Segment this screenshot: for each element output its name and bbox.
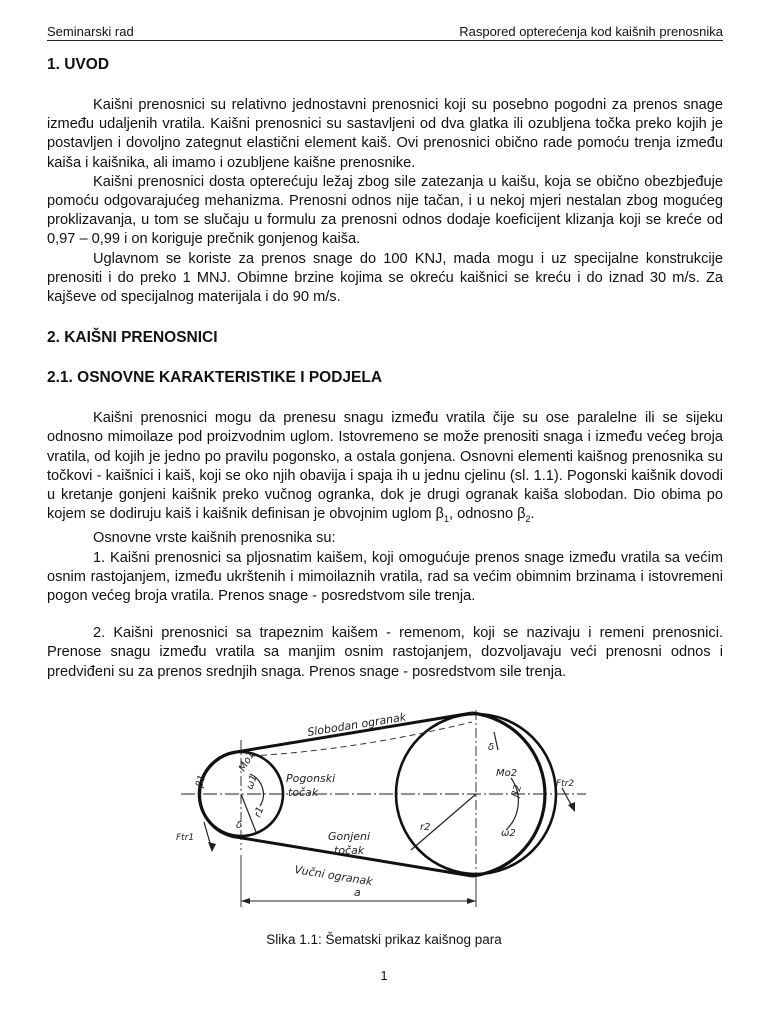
label-gonjeni-tocak: točak (334, 844, 365, 857)
label-mo1: Mo1 (237, 749, 258, 774)
page-number: 1 (380, 968, 388, 983)
label-ftr1: Ftr1 (176, 833, 195, 843)
section-2-1-title: 2.1. OSNOVNE KARAKTERISTIKE I PODJELA (47, 369, 383, 387)
belt-drive-figure (176, 710, 596, 915)
page-content (47, 52, 723, 682)
label-r2: r2 (420, 822, 431, 833)
delta-marker (494, 732, 498, 750)
section-2-title: 2. KAIŠNI PRENOSNICI (47, 329, 218, 347)
label-slobodan-ogranak: Slobodan ogranak (306, 710, 407, 739)
beta1-subscript: 1 (443, 514, 449, 525)
dimension-arrow-right (467, 898, 476, 904)
label-beta2: β2 (510, 783, 525, 799)
label-omega1: ω1 (244, 773, 260, 792)
label-gonjeni: Gonjeni (328, 830, 371, 843)
label-r1: r1 (252, 805, 267, 820)
uvod-paragraph-3: Uglavnom se koriste za prenos snage do 100 KNJ, mada mogu i uz specijalne konstrukcije prenositi i do preko 1 MNJ. Obimne brzine kojima se okreću kaišnici se kreću i do iznad 30 m/s. Za kajševe od specijalnog materijala i do 90 m/s. (47, 250, 723, 306)
dimension-arrow-left (241, 898, 250, 904)
label-omega2: ω2 (501, 828, 516, 839)
karakteristike-mid: , odnosno β (448, 506, 526, 523)
karakteristike-paragraph (47, 409, 723, 529)
figure-caption: Slika 1.1: Šematski prikaz kaišnog para (266, 932, 502, 947)
label-dimension-a: a (354, 886, 361, 899)
label-vucni-ogranak: Vučni ogranak (293, 863, 374, 889)
types-intro: Osnovne vrste kaišnih prenosnika su: (93, 530, 336, 547)
type-2-paragraph: 2. Kaišni prenosnici sa trapeznim kaišem - remenom, koji se nazivaju i remeni prenosnici. Prenose snagu između vratila sa manjim osnim rastojanjem, dozvoljavaju veći prenosni odnos i predviđeni su za prenos srednjih snaga. Prenos snage - posredstvom sile trenja. (47, 625, 723, 680)
label-pogonski: Pogonski (286, 772, 336, 785)
beta2-subscript: 2 (525, 514, 531, 525)
label-ftr2: Ftr2 (556, 779, 575, 789)
uvod-paragraph-1: Kaišni prenosnici su relativno jednostavni prenosnici koji su posebno pogodni za prenos snage između udaljenih vratila. Kaišni prenosnici su sastavljeni od dva glatka ili ozubljena točka preko kojih je postavljen i dovoljno zategnut elastični element kaiš. Ovi prenosnici obično rade pomoću trenja između kaiša i kaišnika, ali imamo i ozubljene kaišne prenosnike. (47, 97, 723, 171)
label-pogonski-tocak: točak (288, 786, 319, 799)
header-right: Raspored opterećenja kod kaišnih prenosnika (459, 24, 723, 39)
label-beta1: β1 (194, 773, 209, 789)
karakteristike-end: . (530, 506, 535, 523)
type-1-paragraph: 1. Kaišni prenosnici sa pljosnatim kaišem, koji omogućuje prenos snage između vratila sa većim osnim rastojanjem, između ukrštenih i mimoilaznih vratila, rad sa većim obimnim brzinama i istovremeni pogon većeg broja vratila. Prenos snage - posredstvom sile trenja. (47, 549, 723, 604)
section-1-title: 1. UVOD (47, 56, 110, 73)
ftr2-arrow-head (568, 802, 575, 812)
page-header (47, 22, 723, 41)
label-delta-right: δ (488, 742, 495, 753)
karakteristike-text: Kaišni prenosnici mogu da prenesu snagu između vratila čije su ose paralelne ili se sijeku odnosno mimoilaze pod proizvodnim uglom. Istovremeno se može prenositi snaga i između većeg broja vratila, od kojih je jedno po pravilu pogonsko, a ostala gonjena. Osnovni elementi kaišnog prenosnika su točkovi - kaišnici i kaiš, koji se oko njih obavija i spaja ih u jednu cjelinu (sl. 1.1). Pogonski kaišnik dovodi u kretanje gonjeni kaišnik preko vučnog ogranka, dok je drugi ogranak kaiša slobodan. Dio obima po kojem se dodiruju kaiš i kaišnik definisan je obvojnim uglom β (47, 410, 723, 523)
label-mo2: Mo2 (496, 768, 518, 779)
uvod-paragraph-2: Kaišni prenosnici dosta opterećuju ležaj zbog sile zatezanja u kaišu, koja se obično obezbjeđuje pomoću odgovarajućeg mehanizma. Prenosni odnos nije tačan, i u nekoj mjeri nestalan zbog mogućeg proklizavanja, u tom se slučaju u formulu za prenosni odnos dodaje koeficijent klizanja koji se kreće od 0,97 – 0,99 i on koriguje prečnik gonjenog kaiša. (47, 173, 723, 248)
ftr1-arrow-head (208, 842, 216, 852)
header-left: Seminarski rad (47, 24, 134, 39)
label-delta-left: δ (236, 820, 243, 831)
